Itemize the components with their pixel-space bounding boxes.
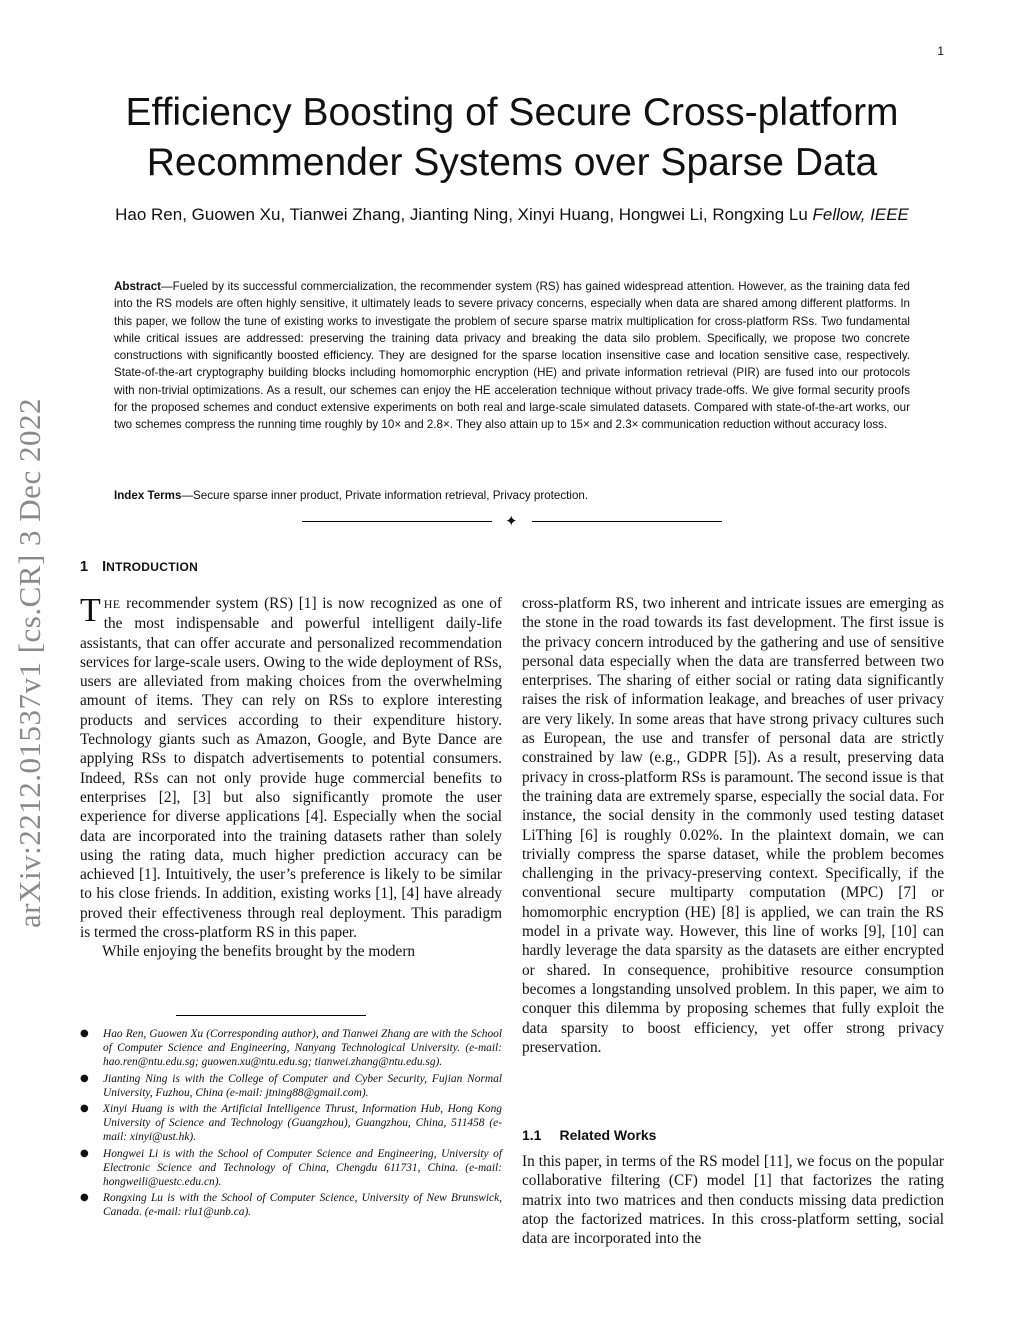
section-heading-introduction bbox=[80, 559, 198, 575]
intro-paragraph-1 bbox=[80, 594, 502, 942]
paper-title: Efficiency Boosting of Secure Cross-platform Recommender Systems over Sparse Data bbox=[125, 91, 899, 184]
arxiv-stamp-text: arXiv:2212.01537v1 [cs.CR] 3 Dec 2022 bbox=[12, 398, 47, 928]
footnote-item bbox=[80, 1191, 502, 1219]
bullet-icon: ● bbox=[80, 1072, 89, 1084]
footnote-text: Hao Ren, Guowen Xu (Corresponding author), and Tianwei Zhang are with the School of Computer Science and Engineering, Nanyang Technological University. (e-mail: hao.ren@ntu.edu.sg; guowen.xu@ntu.edu.sg; tianwei.zhang@ntu.edu.sg). bbox=[103, 1028, 502, 1069]
related-works-text-block bbox=[522, 1152, 944, 1248]
intro-paragraph-1-text: recommender system (RS) [1] is now recognized as one of the most indispensable and powerful intelligent daily-life assistants, that can offer accurate and personalized recommendation services for large-scale users. Owing to the wide deployment of RSs, users are alleviated from making choices from the overwhelming amount of items. They can rely on RSs to explore interesting products and services according to their expenditure history. Technology giants such as Amazon, Google, and Byte Dance are applying RSs to dispatch advertisements to potential consumers. Indeed, RSs can not only provide huge commercial benefits to enterprises [2], [3] but also significantly promote the user experience for diverse applications [4]. Especially when the social data are incorporated into the training datasets rather than solely using the rating data, much higher prediction accuracy can be achieved [1]. Intuitively, the user’s preference is likely to be similar to his close friends. In addition, existing works [1], [4] have already proved their effectiveness through real deployment. This paradigm is termed the cross-platform RS in this paper. bbox=[80, 595, 502, 942]
footnote-text: Hongwei Li is with the School of Computer Science and Engineering, University of Electronic Science and Technology of China, Chengdu 611731, China. (e-mail: hongweili@uestc.edu.cn). bbox=[103, 1147, 502, 1189]
separator-rule-left bbox=[302, 521, 492, 522]
footnote-item bbox=[80, 1072, 502, 1100]
bullet-icon: ● bbox=[80, 1192, 89, 1204]
intro-right-paragraph: cross-platform RS, two inherent and intricate issues are emerging as the stone in the road towards its fast development. The first issue is the privacy concern introduced by the gathering and use of sensitive personal data especially when the data are transferred between two enterprises. The sharing of either social or rating data significantly raises the risk of information leakage, and breaches of user privacy are very likely. In some areas that have strong privacy cultures such as European, the use and transfer of personal data are strictly constrained by law (e.g., GDPR [5]). As a result, preserving data privacy in cross-platform RSs is paramount. The second issue is that the training data are extremely sparse, especially the social data. For instance, the social density in the commonly used testing dataset LiThing [6] is roughly 0.02%. In the plaintext domain, we can trivially compress the sparse dataset, while the problem becomes challenging in the privacy-preserving context. Specifically, if the conventional secure multiparty computation (MPC) [7] or homomorphic encryption (HE) [8] is applied, we can train the RS model in a private way. However, this line of works [9], [10] can hardly leverage the data sparsity as the datasets are either encrypted or shared. In consequence, prohibitive resource consumption becomes a longstanding unsolved problem. In this paper, we aim to conquer this dilemma by proposing schemes that fully exploit the data sparsity to boost efficiency, yet offer strong privacy preservation. bbox=[522, 595, 944, 1056]
bullet-icon: ● bbox=[80, 1028, 89, 1039]
separator-rule-right bbox=[532, 521, 722, 522]
intro-lead-word: HE bbox=[103, 597, 121, 611]
abstract-text: —Fueled by its successful commercialization, the recommender system (RS) has gained widespread attention. However, as the training data fed into the RS models are often highly sensitive, it ultimately leads to severe privacy concerns, especially when data are shared among different platforms. In this paper, we follow the tune of existing works to investigate the problem of secure sparse matrix multiplication for cross-platform RSs. Two fundamental while critical issues are addressed: preserving the training data privacy and breaking the data silo problem. Specifically, we propose two concrete constructions with significantly boosted efficiency. They are designed for the sparse location insensitive case and location sensitive case, respectively. State-of-the-art cryptography building blocks including homomorphic encryption (HE) and private information retrieval (PIR) are fused into our protocols with non-trivial optimizations. As a result, our schemes can enjoy the HE acceleration technique without privacy trade-offs. We give formal security proofs for the proposed schemes and conduct extensive experiments on both real and large-scale simulated datasets. Compared with state-of-the-art works, our two schemes compress the running time roughly by 10× and 2.8×. They also attain up to 15× and 2.3× communication reduction without accuracy loss. bbox=[114, 280, 910, 432]
subsection-heading-related-works bbox=[522, 1127, 656, 1143]
footnote-item bbox=[80, 1147, 502, 1190]
footnote-rule bbox=[176, 1015, 366, 1016]
related-works-paragraph: In this paper, in terms of the RS model [11], we focus on the popular collaborative filtering (CF) model [1] that factorizes the rating matrix into two matrices and then conducts missing data prediction atop the factorized matrices. In this cross-platform setting, social data are incorporated into the bbox=[522, 1153, 944, 1248]
author-names: Hao Ren, Guowen Xu, Tianwei Zhang, Jianting Ning, Xinyi Huang, Hongwei Li, Rongxing Lu bbox=[115, 205, 808, 224]
intro-right-column bbox=[522, 594, 944, 1057]
arxiv-stamp bbox=[0, 0, 54, 1325]
subsection-title: Related Works bbox=[559, 1127, 657, 1143]
index-terms bbox=[114, 487, 910, 504]
section-title-initial: I bbox=[102, 559, 107, 575]
footnote-text: Rongxing Lu is with the School of Computer Science, University of New Brunswick, Canada. (e-mail: rlu1@unb.ca). bbox=[103, 1192, 502, 1219]
author-list bbox=[80, 204, 944, 226]
section-number: 1 bbox=[80, 559, 89, 575]
subsection-number: 1.1 bbox=[522, 1127, 542, 1143]
index-terms-text: —Secure sparse inner product, Private information retrieval, Privacy protection. bbox=[181, 489, 589, 502]
abstract bbox=[114, 278, 910, 434]
footnote-item bbox=[80, 1027, 502, 1070]
drop-cap: T bbox=[80, 592, 101, 629]
footnote-item bbox=[80, 1102, 502, 1145]
section-title-rest: NTRODUCTION bbox=[106, 560, 199, 574]
intro-paragraph-2: While enjoying the benefits brought by the modern bbox=[102, 943, 416, 961]
separator-diamond-icon: ✦ bbox=[505, 512, 518, 530]
abstract-label: Abstract bbox=[114, 280, 162, 293]
bullet-icon: ● bbox=[80, 1103, 89, 1115]
footnote-text: Xinyi Huang is with the Artificial Intelligence Thrust, Information Hub, Hong Kong University of Science and Technology (Guangzhou), Guangzhou, China, 511458 (e-mail: xinyi@ust.hk). bbox=[103, 1103, 502, 1144]
index-terms-label: Index Terms bbox=[114, 489, 182, 502]
intro-left-column bbox=[80, 594, 502, 962]
footnote-list bbox=[80, 1027, 502, 1222]
page-number: 1 bbox=[937, 44, 944, 58]
author-fellow-title: Fellow, IEEE bbox=[812, 205, 909, 224]
footnote-text: Jianting Ning is with the College of Computer and Cyber Security, Fujian Normal University, Fuzhou, China (e-mail: jtning88@gmail.com). bbox=[103, 1072, 502, 1099]
bullet-icon: ● bbox=[80, 1147, 89, 1159]
